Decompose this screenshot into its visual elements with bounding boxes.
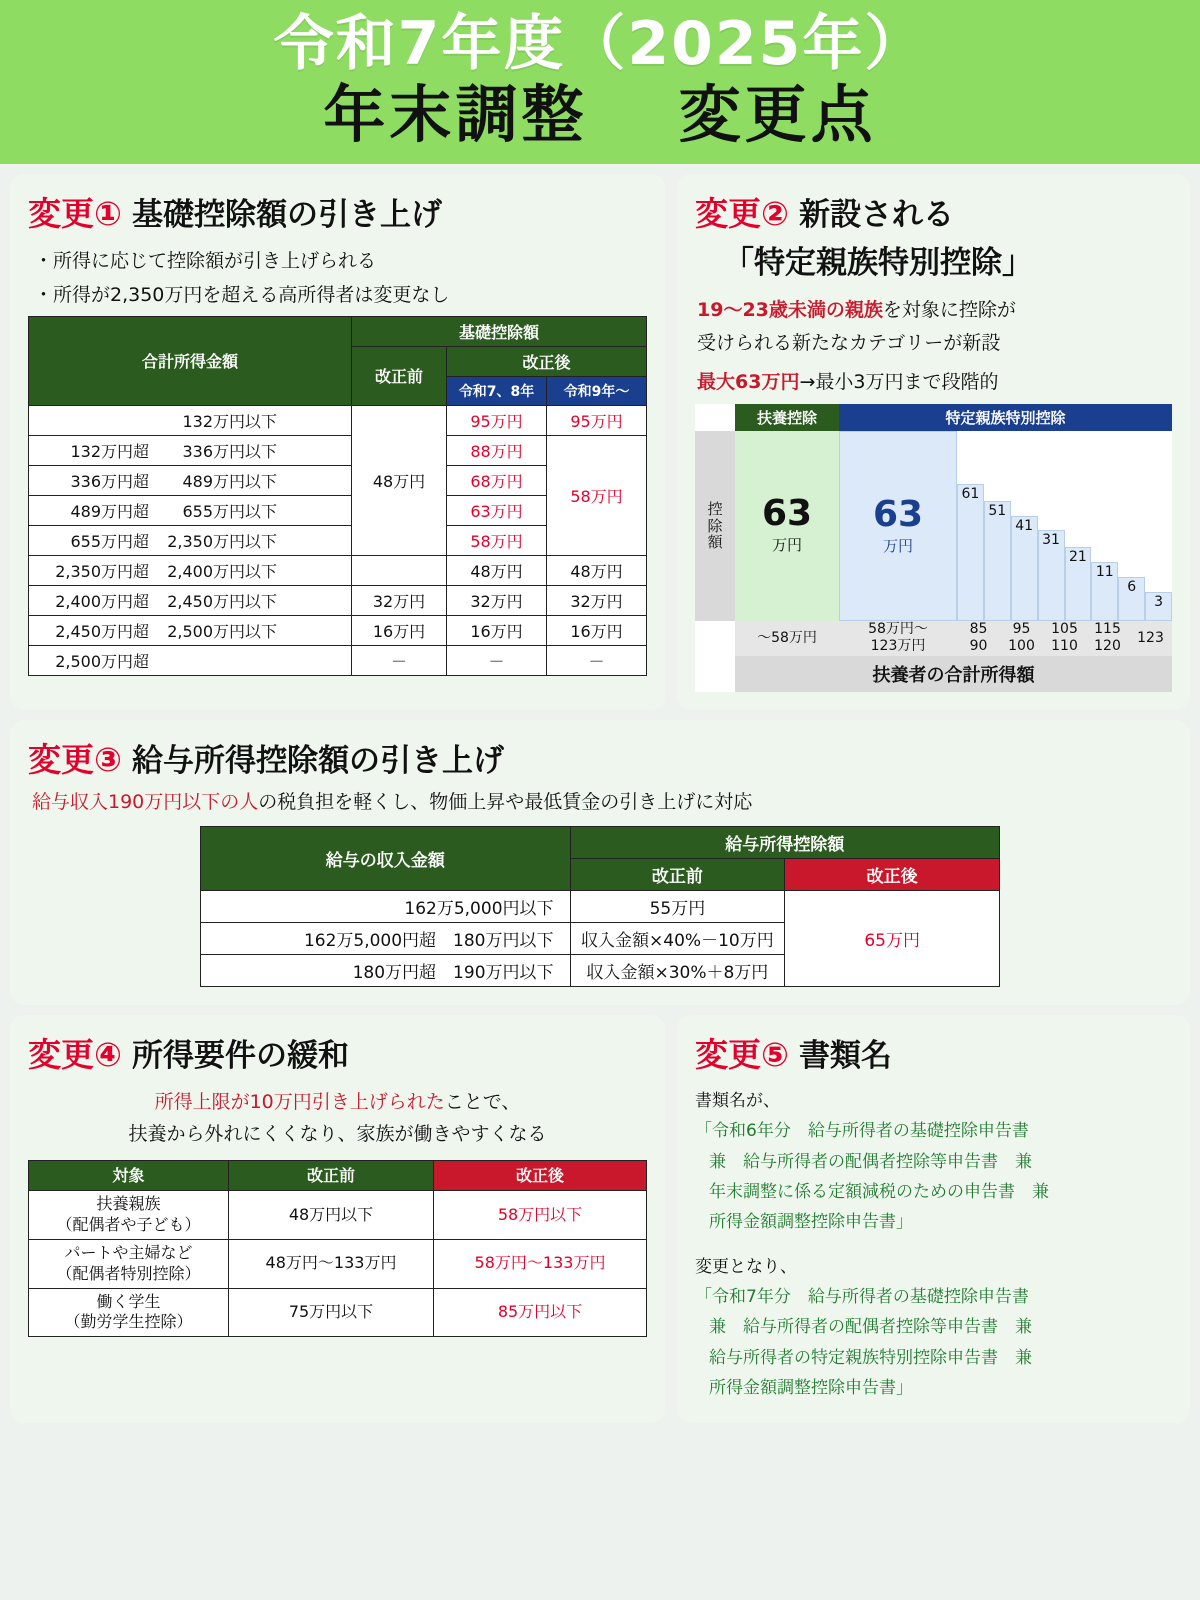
table-row bbox=[29, 555, 647, 585]
row-changes-1-2 bbox=[0, 174, 1200, 710]
cell-before: 48万円以下 bbox=[229, 1191, 434, 1240]
cell-before: 収入金額×40%－10万円 bbox=[570, 922, 785, 954]
bar-fuyou-koujo bbox=[735, 431, 839, 621]
card-change-5 bbox=[677, 1015, 1190, 1423]
table-row bbox=[29, 645, 647, 675]
row-change-3 bbox=[0, 720, 1200, 1005]
change4-lead-rest: ことで、 bbox=[444, 1090, 521, 1113]
cell-target: パートや主婦など （配偶者特別控除） bbox=[29, 1240, 229, 1289]
table-row bbox=[29, 435, 647, 465]
th-target: 対象 bbox=[29, 1161, 229, 1191]
legend-tokutei-shinzoku: 特定親族特別控除 bbox=[839, 404, 1172, 431]
cell-range: 132万円以下 bbox=[29, 405, 352, 435]
x-label-6: 123 bbox=[1137, 629, 1164, 646]
cell-range: 336万円超 489万円以下 bbox=[29, 465, 352, 495]
change5-old-line-2: 兼 給与所得者の配偶者控除等申告書 兼 bbox=[709, 1151, 1032, 1172]
change3-lead-rest: の税負担を軽くし、物価上昇や最低賃金の引き上げに対応 bbox=[258, 790, 753, 813]
th-after: 改正後 bbox=[434, 1161, 647, 1191]
change5-new-line-2: 兼 給与所得者の配偶者控除等申告書 兼 bbox=[709, 1317, 1032, 1338]
cell-range: 2,500万円超 bbox=[29, 645, 352, 675]
step-bar-11: 11 bbox=[1091, 562, 1118, 621]
cell-range: 489万円超 655万円以下 bbox=[29, 495, 352, 525]
step-first-value: 63 bbox=[872, 493, 924, 535]
cell-before: 32万円 bbox=[352, 585, 447, 615]
cell-income: 180万円超 190万円以下 bbox=[201, 954, 571, 986]
change4-tag: 変更④ bbox=[28, 1034, 122, 1074]
cell-before: 16万円 bbox=[352, 615, 447, 645]
deduction-step-chart bbox=[695, 404, 1172, 692]
step-bar-63 bbox=[839, 431, 957, 621]
change3-heading: 給与所得控除額の引き上げ bbox=[131, 742, 504, 779]
change3-table bbox=[200, 826, 1000, 987]
cell-after9: 48万円 bbox=[547, 555, 647, 585]
step-bar-41: 41 bbox=[1011, 516, 1038, 621]
cell-after78: 32万円 bbox=[447, 585, 547, 615]
change4-table bbox=[28, 1160, 647, 1337]
cell-after: 58万円以下 bbox=[434, 1191, 647, 1240]
change3-lead-emphasis: 給与収入190万円以下の人 bbox=[32, 790, 259, 813]
cell-before: 55万円 bbox=[570, 890, 785, 922]
change2-heading-2: 「特定親族特別控除」 bbox=[723, 245, 1033, 282]
cell-after: 85万円以下 bbox=[434, 1288, 647, 1337]
change5-body bbox=[695, 1088, 1172, 1401]
row-changes-4-5 bbox=[0, 1015, 1200, 1423]
cell-before: － bbox=[352, 645, 447, 675]
change1-bullet-1: ・所得に応じて控除額が引き上げられる bbox=[34, 250, 377, 273]
th-income: 合計所得金額 bbox=[29, 316, 352, 405]
x-label-2: 85 90 bbox=[969, 620, 988, 655]
table-row bbox=[29, 1288, 647, 1337]
change1-bullets bbox=[34, 245, 647, 312]
step-bar-51: 51 bbox=[984, 501, 1011, 621]
change1-bullet-2: ・所得が2,350万円を超える高所得者は変更なし bbox=[34, 283, 450, 306]
cell-range: 655万円超 2,350万円以下 bbox=[29, 525, 352, 555]
table-header-row bbox=[29, 1161, 647, 1191]
th-salary-deduction: 給与所得控除額 bbox=[570, 826, 999, 858]
change5-tag: 変更⑤ bbox=[695, 1034, 789, 1074]
step-bar-3: 3 bbox=[1145, 592, 1172, 621]
change3-lead bbox=[32, 787, 1172, 814]
x-labels-blue bbox=[839, 621, 1172, 656]
chart-x-axis-title: 扶養者の合計所得額 bbox=[735, 656, 1172, 692]
change5-new-line-3: 給与所得者の特定親族特別控除申告書 兼 bbox=[709, 1347, 1032, 1368]
change2-lead-emphasis: 19～23歳未満の親族 bbox=[697, 299, 883, 322]
cell-after9: 95万円 bbox=[547, 405, 647, 435]
step-bar-6: 6 bbox=[1118, 577, 1145, 621]
x-label-1: 58万円～ 123万円 bbox=[868, 620, 928, 655]
change5-title bbox=[695, 1029, 1172, 1076]
cell-income: 162万5,000円超 180万円以下 bbox=[201, 922, 571, 954]
cell-after78: 16万円 bbox=[447, 615, 547, 645]
table-row bbox=[29, 1191, 647, 1240]
cell-range: 2,400万円超 2,450万円以下 bbox=[29, 585, 352, 615]
th-deduction: 基礎控除額 bbox=[352, 316, 647, 346]
cell-target: 扶養親族 （配偶者や子ども） bbox=[29, 1191, 229, 1240]
change1-heading: 基礎控除額の引き上げ bbox=[131, 197, 442, 234]
th-before: 改正前 bbox=[229, 1161, 434, 1191]
change4-title bbox=[28, 1029, 647, 1076]
x-label-0: ～58万円 bbox=[735, 621, 839, 656]
cell-after78: 68万円 bbox=[447, 465, 547, 495]
x-label-4: 105 110 bbox=[1051, 620, 1078, 655]
th-after: 改正後 bbox=[785, 858, 1000, 890]
change5-old-line-3: 年末調整に係る定額減税のための申告書 兼 bbox=[709, 1181, 1049, 1202]
cell-income: 162万5,000円以下 bbox=[201, 890, 571, 922]
change3-tag: 変更③ bbox=[28, 739, 122, 779]
cell-after9: 16万円 bbox=[547, 615, 647, 645]
th-after-78: 令和7、8年 bbox=[447, 376, 547, 405]
card-change-1 bbox=[10, 174, 665, 710]
step-first-unit: 万円 bbox=[882, 536, 913, 555]
bar-green-value: 63 bbox=[761, 493, 813, 535]
table-row bbox=[29, 615, 647, 645]
table-row bbox=[201, 890, 1000, 922]
cell-target: 働く学生 （勤労学生控除） bbox=[29, 1288, 229, 1337]
change3-title bbox=[28, 734, 1172, 781]
change5-heading: 書類名 bbox=[798, 1037, 892, 1074]
card-change-2 bbox=[677, 174, 1190, 710]
table-row bbox=[29, 585, 647, 615]
card-change-4 bbox=[10, 1015, 665, 1423]
table-header-row bbox=[201, 826, 1000, 858]
cell-after78: 58万円 bbox=[447, 525, 547, 555]
chart-y-axis-label: 控 除 額 bbox=[695, 431, 735, 621]
cell-before: 48万円～133万円 bbox=[229, 1240, 434, 1289]
step-bar-61: 61 bbox=[957, 484, 984, 621]
header-line-2b: 変更点 bbox=[678, 78, 877, 151]
cell-before: 収入金額×30%＋8万円 bbox=[570, 954, 785, 986]
cell-after78: 63万円 bbox=[447, 495, 547, 525]
header-line-2a: 年末調整 bbox=[323, 78, 588, 151]
change5-new-line-1: 「令和7年分 給与所得者の基礎控除申告書 bbox=[695, 1286, 1029, 1307]
chart-legend bbox=[695, 404, 1172, 431]
x-label-5: 115 120 bbox=[1094, 620, 1121, 655]
cell-after78: 48万円 bbox=[447, 555, 547, 585]
th-after-9: 令和9年～ bbox=[547, 376, 647, 405]
table-header-row bbox=[29, 316, 647, 346]
change4-lead-emphasis: 所得上限が10万円引き上げられた bbox=[154, 1090, 445, 1113]
chart-steps bbox=[839, 431, 1172, 621]
change5-new-line-4: 所得金額調整控除申告書」 bbox=[709, 1377, 913, 1398]
header-line-2 bbox=[0, 79, 1200, 150]
page-header bbox=[0, 0, 1200, 164]
change2-sub-emphasis: 最大63万円 bbox=[697, 370, 800, 393]
change1-tag: 変更① bbox=[28, 194, 122, 234]
change5-intro: 書類名が、 bbox=[695, 1090, 780, 1111]
change4-lead bbox=[28, 1086, 647, 1151]
th-before: 改正前 bbox=[352, 346, 447, 405]
change5-old-line-4: 所得金額調整控除申告書」 bbox=[709, 1212, 913, 1233]
step-bar-31: 31 bbox=[1038, 530, 1065, 621]
cell-after9: － bbox=[547, 645, 647, 675]
cell-after9: 32万円 bbox=[547, 585, 647, 615]
change1-title bbox=[28, 188, 647, 235]
th-after: 改正後 bbox=[447, 346, 647, 376]
table-row bbox=[29, 1240, 647, 1289]
cell-after78: 88万円 bbox=[447, 435, 547, 465]
change4-lead-line2: 扶養から外れにくくなり、家族が働きやすくなる bbox=[128, 1123, 547, 1146]
cell-range: 2,350万円超 2,400万円以下 bbox=[29, 555, 352, 585]
cell-after-merged: 65万円 bbox=[785, 890, 1000, 986]
change2-sub-rest: →最小3万円まで段階的 bbox=[799, 370, 999, 393]
x-label-3: 95 100 bbox=[1008, 620, 1035, 655]
cell-after78: － bbox=[447, 645, 547, 675]
change1-table bbox=[28, 316, 647, 676]
change4-heading: 所得要件の緩和 bbox=[131, 1037, 349, 1074]
change2-sub bbox=[697, 367, 1172, 394]
cell-range: 2,450万円超 2,500万円以下 bbox=[29, 615, 352, 645]
cell-before bbox=[352, 555, 447, 585]
cell-before-merged: 48万円 bbox=[352, 405, 447, 555]
change2-lead-line2: 受けられる新たなカテゴリーが新設 bbox=[697, 331, 1001, 354]
legend-fuyou-koujo: 扶養控除 bbox=[735, 404, 839, 431]
chart-x-axis bbox=[695, 621, 1172, 656]
change2-tag: 変更② bbox=[695, 194, 789, 234]
cell-range: 132万円超 336万円以下 bbox=[29, 435, 352, 465]
change2-heading: 新設される bbox=[798, 197, 954, 234]
cell-before: 75万円以下 bbox=[229, 1288, 434, 1337]
th-salary-income: 給与の収入金額 bbox=[201, 826, 571, 890]
cell-after9-merged: 58万円 bbox=[547, 435, 647, 555]
bar-green-unit: 万円 bbox=[771, 536, 802, 555]
cell-after: 58万円～133万円 bbox=[434, 1240, 647, 1289]
chart-plot-area bbox=[695, 431, 1172, 621]
card-change-3 bbox=[10, 720, 1190, 1005]
change2-lead bbox=[697, 294, 1172, 359]
header-line-1: 令和7年度（2025年） bbox=[273, 9, 927, 79]
change5-old-line-1: 「令和6年分 給与所得者の基礎控除申告書 bbox=[695, 1121, 1029, 1142]
th-before: 改正前 bbox=[570, 858, 785, 890]
change2-title bbox=[695, 188, 1172, 235]
cell-after78: 95万円 bbox=[447, 405, 547, 435]
step-bar-21: 21 bbox=[1065, 547, 1092, 621]
change2-lead-rest: を対象に控除が bbox=[882, 299, 1016, 322]
table-row bbox=[29, 405, 647, 435]
change5-mid: 変更となり、 bbox=[695, 1256, 797, 1277]
